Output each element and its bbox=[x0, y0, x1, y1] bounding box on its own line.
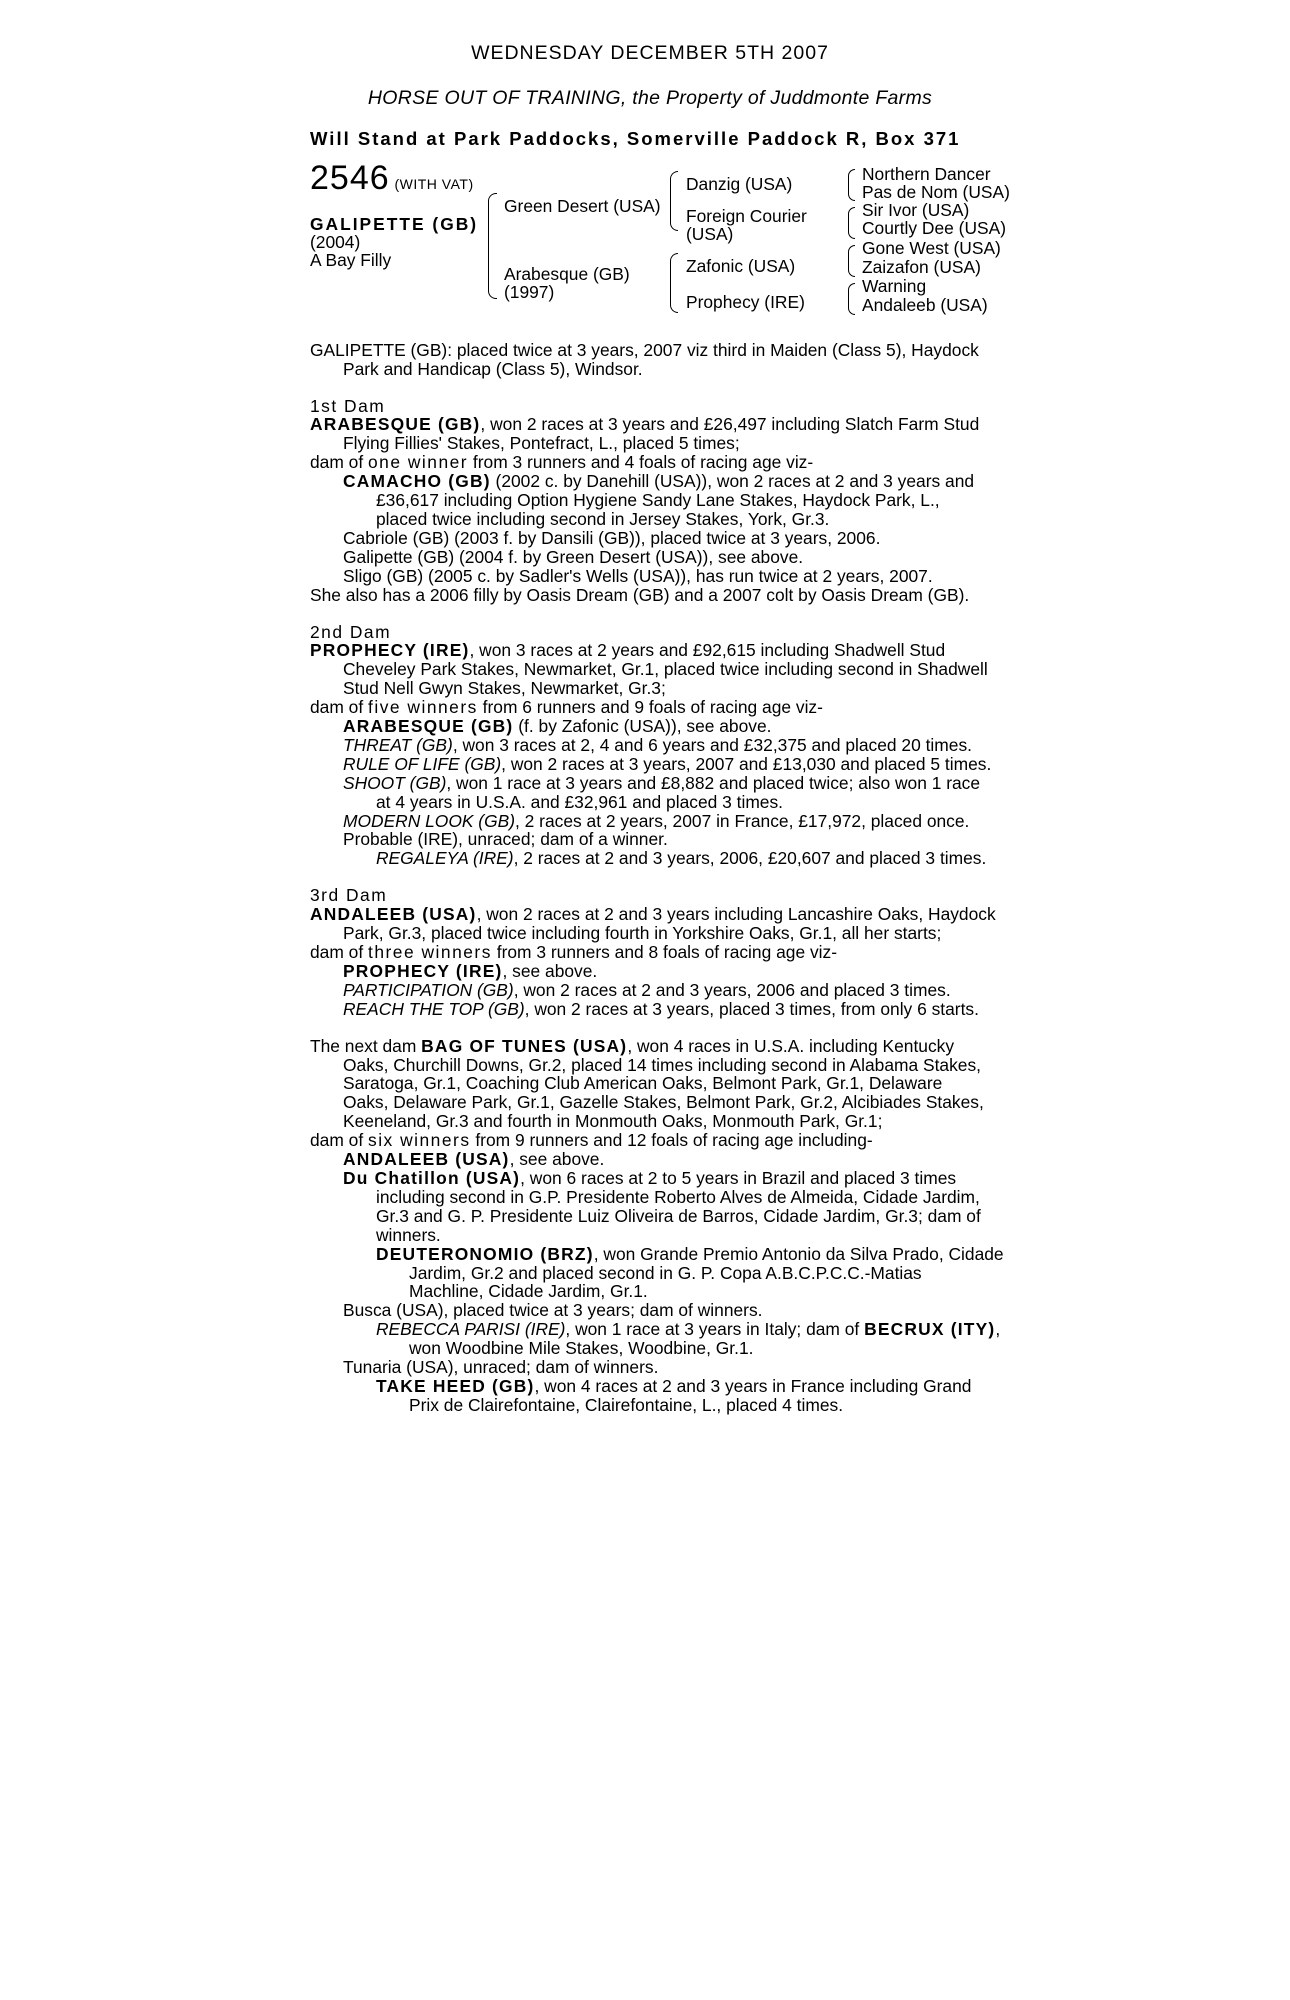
text-fragment: The next dam bbox=[310, 1035, 422, 1056]
text-fragment: , won 2 races at 3 years, 2007 and £13,030 and placed 5 times. bbox=[501, 753, 992, 774]
text-fragment: , won 6 races at 2 to 5 years in Brazil and placed 3 times bbox=[520, 1167, 957, 1188]
text-line: placed twice including second in Jersey Stakes, York, Gr.3. bbox=[376, 508, 830, 529]
progeny-name: ANDALEEB (USA) bbox=[343, 1149, 510, 1170]
pedigree-brace bbox=[848, 283, 855, 315]
text-line: Park and Handicap (Class 5), Windsor. bbox=[343, 358, 643, 379]
text-fragment: from 3 runners and 8 foals of racing age viz- bbox=[491, 942, 837, 962]
pedigree-gen3: Warning bbox=[862, 275, 927, 296]
text-line: Keeneland, Gr.3 and fourth in Monmouth Oaks, Monmouth Park, Gr.1; bbox=[343, 1111, 883, 1132]
progeny-name: RULE OF LIFE (GB) bbox=[343, 753, 502, 774]
progeny-entry: Cabriole (GB) (2003 f. by Dansili (GB)), placed twice at 3 years, 2006. bbox=[343, 527, 881, 548]
text-fragment: dam of bbox=[310, 1130, 368, 1151]
pedigree-dam-dam: Prophecy (IRE) bbox=[686, 291, 805, 312]
dam-name: PROPHECY (IRE) bbox=[310, 640, 470, 661]
text-fragment: , won 1 race at 3 years in Italy; dam of bbox=[565, 1319, 865, 1340]
text-fragment: , won 4 races in U.S.A. including Kentucky bbox=[627, 1035, 955, 1056]
lot-number: 2546 bbox=[310, 158, 390, 197]
text-line: , won 2 races at 3 years and £26,497 including Slatch Farm Stud bbox=[480, 414, 980, 435]
text-fragment: , see above. bbox=[502, 960, 598, 981]
progeny-entry: Tunaria (USA), unraced; dam of winners. bbox=[343, 1357, 659, 1378]
text-fragment: dam of bbox=[310, 452, 368, 473]
text-line: Oaks, Delaware Park, Gr.1, Gazelle Stakes, Belmont Park, Gr.2, Alcibiades Stakes, bbox=[343, 1092, 984, 1113]
text-fragment: , won 2 races at 3 years, placed 3 times, from only 6 starts. bbox=[524, 998, 979, 1019]
text-fragment: , won 2 races at 2 and 3 years, 2006 and placed 3 times. bbox=[513, 979, 951, 1000]
progeny-entry: Sligo (GB) (2005 c. by Sadler's Wells (USA)), has run twice at 2 years, 2007. bbox=[343, 565, 933, 586]
progeny-name: THREAT (GB) bbox=[343, 734, 453, 755]
progeny-name: CAMACHO (GB) bbox=[343, 471, 491, 492]
pedigree-dam: Arabesque (GB) bbox=[504, 263, 630, 284]
text-fragment: (f. by Zafonic (USA)), see above. bbox=[513, 716, 772, 737]
pedigree-brace bbox=[848, 207, 855, 239]
pedigree-brace bbox=[670, 171, 678, 231]
dam-name: ARABESQUE (GB) bbox=[310, 414, 481, 435]
third-dam-section bbox=[310, 885, 996, 1019]
progeny-name: DEUTERONOMIO (BRZ) bbox=[376, 1243, 594, 1264]
pedigree-dam-year: (1997) bbox=[504, 281, 555, 302]
text-line: winners. bbox=[376, 1224, 441, 1245]
text-fragment: , won 2 races at 2 and 3 years including Lancashire Oaks, Haydock bbox=[476, 904, 996, 925]
text-fragment: , won Grande Premio Antonio da Silva Prado, Cidade bbox=[593, 1243, 1004, 1264]
pedigree-gen3: Sir Ivor (USA) bbox=[862, 199, 970, 220]
progeny-name: ARABESQUE (GB) bbox=[343, 716, 514, 737]
text-line: She also has a 2006 filly by Oasis Dream (GB) and a 2007 colt by Oasis Dream (GB). bbox=[310, 584, 970, 605]
winner-count: six winners bbox=[368, 1130, 471, 1151]
text-line: Saratoga, Gr.1, Coaching Club American Oaks, Belmont Park, Gr.1, Delaware bbox=[343, 1073, 943, 1094]
text-line: Prix de Clairefontaine, Clairefontaine, L., placed 4 times. bbox=[409, 1394, 844, 1415]
pedigree-gen3: Zaizafon (USA) bbox=[862, 256, 981, 277]
winner-count: one winner bbox=[368, 452, 469, 473]
text-fragment: , see above. bbox=[509, 1149, 605, 1170]
pedigree-gen3: Gone West (USA) bbox=[862, 237, 1001, 258]
text-line: Stud Nell Gwyn Stakes, Newmarket, Gr.3; bbox=[343, 678, 666, 699]
progeny-name: MODERN LOOK (GB) bbox=[343, 810, 515, 831]
text-line: at 4 years in U.S.A. and £32,961 and placed 3 times. bbox=[376, 791, 783, 812]
text-line: won Woodbine Mile Stakes, Woodbine, Gr.1. bbox=[409, 1338, 754, 1359]
sale-date: WEDNESDAY DECEMBER 5TH 2007 bbox=[471, 42, 829, 64]
horse-description: A Bay Filly bbox=[310, 249, 392, 270]
pedigree-sire: Green Desert (USA) bbox=[504, 195, 661, 216]
first-dam-section bbox=[310, 397, 990, 605]
progeny-name: Du Chatillon (USA) bbox=[343, 1167, 521, 1188]
pedigree-brace bbox=[848, 169, 855, 201]
progeny-name: REACH THE TOP (GB) bbox=[343, 998, 525, 1019]
pedigree-gen3: Courtly Dee (USA) bbox=[862, 217, 1006, 238]
pedigree-sire-sire: Danzig (USA) bbox=[686, 173, 793, 194]
text-fragment: , won 3 races at 2 years and £92,615 including Shadwell Stud bbox=[469, 640, 946, 661]
text-line: Gr.3 and G. P. Presidente Luiz Oliveira de Barros, Cidade Jardim, Gr.3; dam of bbox=[376, 1205, 981, 1226]
text-fragment: , bbox=[995, 1319, 1001, 1340]
progeny-name: BECRUX (ITY) bbox=[864, 1319, 996, 1340]
text-line: Park, Gr.3, placed twice including fourth in Yorkshire Oaks, Gr.1, all her starts; bbox=[343, 923, 942, 944]
text-line: Jardim, Gr.2 and placed second in G. P. Copa A.B.C.P.C.C.-Matias bbox=[409, 1262, 922, 1283]
race-summary bbox=[310, 341, 990, 379]
vat-note: (WITH VAT) bbox=[394, 175, 474, 192]
progeny-entry: Galipette (GB) (2004 f. by Green Desert (USA)), see above. bbox=[343, 546, 804, 567]
text-fragment: , 2 races at 2 years, 2007 in France, £17,972, placed once. bbox=[515, 810, 970, 831]
pedigree-brace bbox=[848, 245, 855, 277]
section-heading: 1st Dam bbox=[310, 395, 386, 416]
text-line: Oaks, Churchill Downs, Gr.2, placed 14 times including second in Alabama Stakes, bbox=[343, 1054, 981, 1075]
progeny-name: REBECCA PARISI (IRE) bbox=[376, 1319, 566, 1340]
text-fragment: , won 3 races at 2, 4 and 6 years and £32,375 and placed 20 times. bbox=[452, 734, 972, 755]
progeny-name: SHOOT (GB) bbox=[343, 772, 447, 793]
progeny-entry: Busca (USA), placed twice at 3 years; dam of winners. bbox=[343, 1300, 763, 1321]
progeny-entry: Probable (IRE), unraced; dam of a winner. bbox=[343, 829, 668, 850]
dam-name: BAG OF TUNES (USA) bbox=[421, 1035, 628, 1056]
pedigree-gen3: Pas de Nom (USA) bbox=[862, 181, 1010, 202]
section-heading: 3rd Dam bbox=[310, 885, 388, 906]
fourth-dam-section bbox=[310, 1035, 1004, 1415]
text-line: Flying Fillies' Stakes, Pontefract, L., placed 5 times; bbox=[343, 433, 740, 454]
text-fragment: dam of bbox=[310, 942, 368, 962]
catalogue-page bbox=[310, 42, 1010, 1433]
text-line: Machline, Cidade Jardim, Gr.1. bbox=[409, 1281, 648, 1302]
pedigree-sire-dam-country: (USA) bbox=[686, 223, 734, 244]
pedigree-dam-sire: Zafonic (USA) bbox=[686, 255, 796, 276]
text-line: GALIPETTE (GB): placed twice at 3 years, 2007 viz third in Maiden (Class 5), Haydock bbox=[310, 339, 979, 360]
progeny-name: TAKE HEED (GB) bbox=[376, 1375, 535, 1396]
sale-subtitle: HORSE OUT OF TRAINING, the Property of Juddmonte Farms bbox=[367, 86, 933, 109]
progeny-name: PROPHECY (IRE) bbox=[343, 960, 503, 981]
horse-name: GALIPETTE (GB) bbox=[310, 213, 479, 234]
text-fragment: from 3 runners and 4 foals of racing age viz- bbox=[468, 452, 814, 473]
second-dam-section bbox=[310, 623, 990, 869]
winner-count: five winners bbox=[368, 697, 478, 718]
text-fragment: , 2 races at 2 and 3 years, 2006, £20,607 and placed 3 times. bbox=[513, 848, 987, 869]
text-fragment: from 9 runners and 12 foals of racing age including- bbox=[470, 1130, 873, 1151]
progeny-name: REGALEYA (IRE) bbox=[376, 848, 514, 869]
text-line: Cheveley Park Stakes, Newmarket, Gr.1, placed twice including second in Shadwell bbox=[343, 659, 988, 680]
text-fragment: , won 4 races at 2 and 3 years in France including Grand bbox=[534, 1375, 972, 1396]
pedigree-brace bbox=[670, 253, 678, 313]
pedigree-table bbox=[310, 158, 1010, 329]
text-fragment: (2002 c. by Danehill (USA)), won 2 races at 2 and 3 years and bbox=[490, 471, 975, 492]
section-heading: 2nd Dam bbox=[310, 621, 392, 642]
pedigree-sire-dam: Foreign Courier bbox=[686, 205, 807, 226]
winner-count: three winners bbox=[368, 942, 492, 962]
horse-year: (2004) bbox=[310, 231, 361, 252]
pedigree-brace bbox=[488, 193, 497, 299]
stabling-location: Will Stand at Park Paddocks, Somerville Paddock R, Box 371 bbox=[310, 127, 961, 149]
text-fragment: , won 1 race at 3 years and £8,882 and placed twice; also won 1 race bbox=[446, 772, 981, 793]
dam-name: ANDALEEB (USA) bbox=[310, 904, 477, 925]
text-fragment: from 6 runners and 9 foals of racing age viz- bbox=[477, 697, 823, 718]
text-line: including second in G.P. Presidente Roberto Alves de Almeida, Cidade Jardim, bbox=[376, 1186, 980, 1207]
pedigree-gen3: Northern Dancer bbox=[862, 163, 991, 184]
text-fragment: dam of bbox=[310, 697, 368, 718]
progeny-name: PARTICIPATION (GB) bbox=[343, 979, 514, 1000]
pedigree-gen3: Andaleeb (USA) bbox=[862, 294, 988, 315]
text-line: £36,617 including Option Hygiene Sandy Lane Stakes, Haydock Park, L., bbox=[376, 490, 940, 511]
lot-number-line bbox=[310, 158, 474, 197]
